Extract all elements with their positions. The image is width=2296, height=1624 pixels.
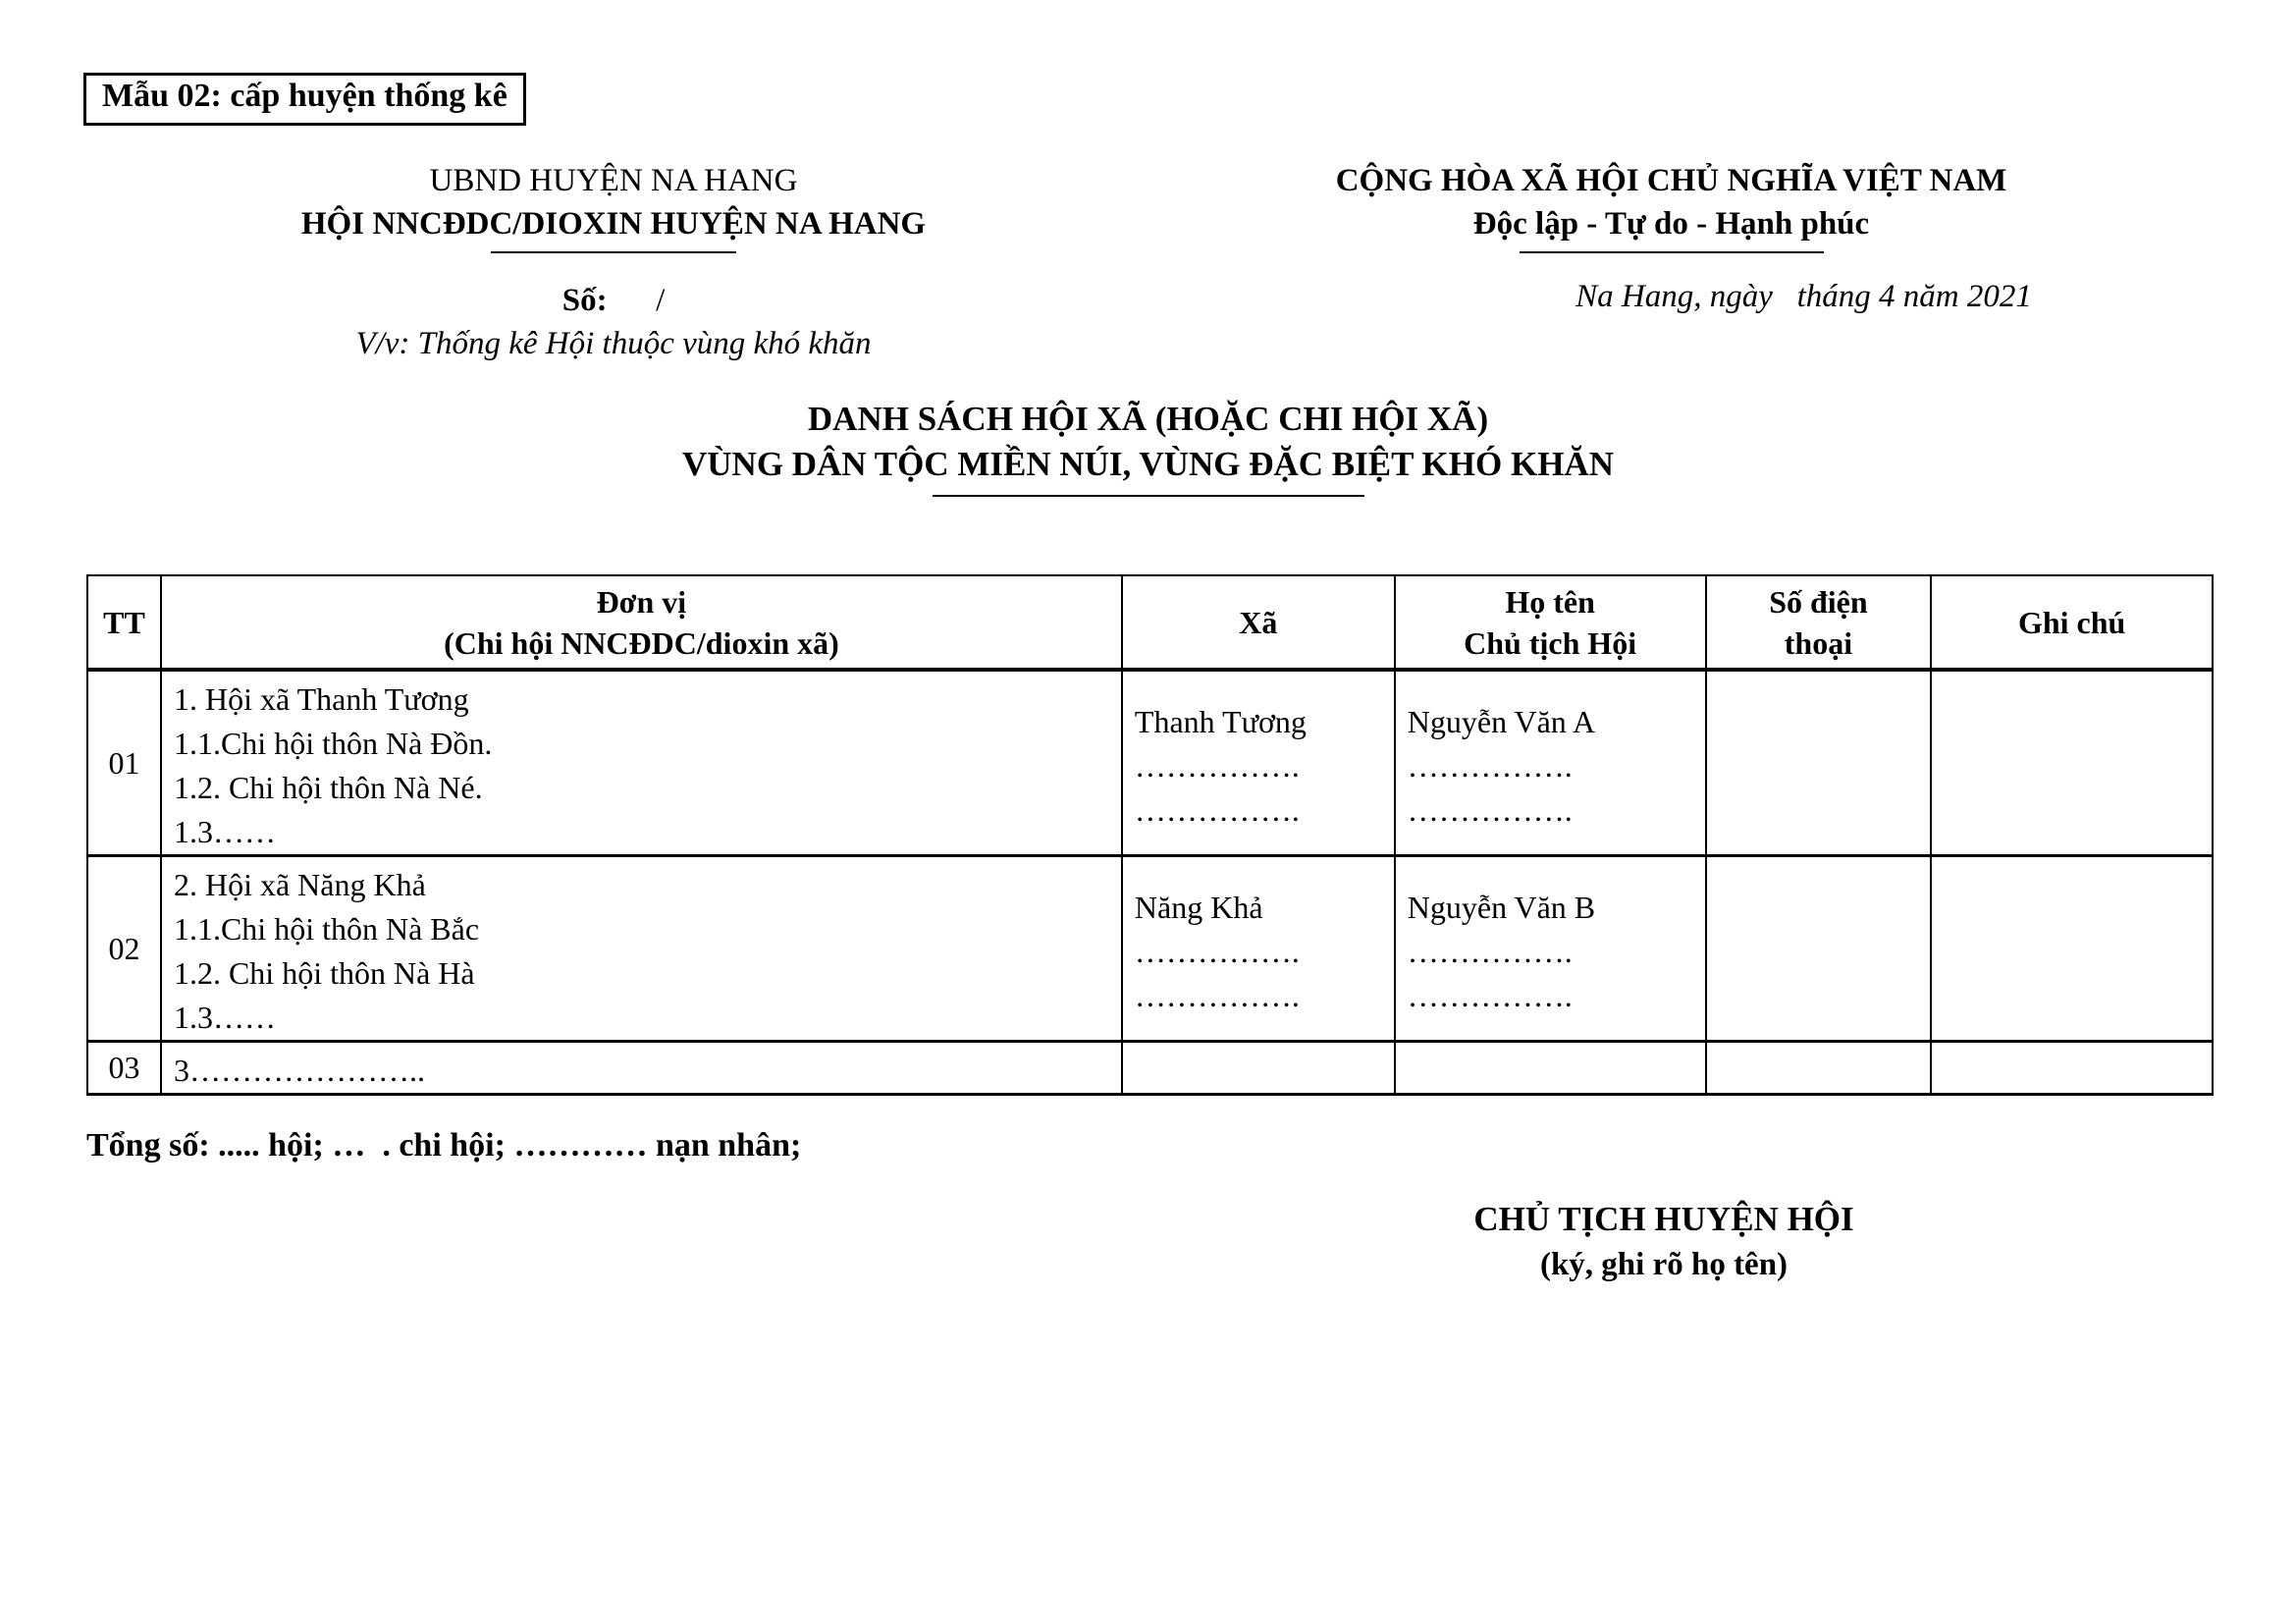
row1-note-cell: [1931, 670, 2213, 856]
row1-commune-line: …………….: [1134, 747, 1300, 784]
row1-commune-cell: [1122, 670, 1395, 856]
row3-unit-cell: 3…………………..: [161, 1042, 1122, 1095]
row2-commune-line: …………….: [1134, 933, 1300, 969]
row1-phone-cell: [1706, 670, 1932, 856]
header-phone-line2: thoại: [1784, 624, 1853, 661]
row1-commune-line: …………….: [1134, 791, 1300, 828]
header-right-block: [1207, 159, 2135, 318]
row2-commune-line: Năng Khả: [1134, 889, 1263, 925]
header-phone-line1: Số điện: [1769, 583, 1868, 620]
row2-unit-line: 2. Hội xã Năng Khả: [173, 867, 426, 902]
signature-title: CHỦ TỊCH HUYỆN HỘI: [1473, 1200, 1854, 1238]
document-title-line2: VÙNG DÂN TỘC MIỀN NÚI, VÙNG ĐẶC BIỆT KHÓ KHĂN: [682, 445, 1614, 483]
row1-unit-line: 1.1.Chi hội thôn Nà Đồn.: [173, 726, 493, 761]
row1-president-line: Nguyễn Văn A: [1407, 703, 1596, 739]
row1-unit-line: 1.3……: [173, 814, 276, 849]
header-tt: TT: [87, 575, 161, 670]
form-tag-label: Mẫu 02: cấp huyện thống kê: [102, 78, 507, 114]
total-summary-line: Tổng số: ..... hội; … . chi hội; ………… nạn nhân;: [86, 1127, 802, 1164]
document-title-block: [0, 397, 2296, 497]
header-commune: Xã: [1122, 575, 1395, 670]
header-president-line1: Họ tên: [1505, 583, 1595, 620]
table-header-row: [87, 575, 2213, 670]
national-motto-line2: Độc lập - Tự do - Hạnh phúc: [1472, 206, 1870, 242]
header-unit-line1: Đơn vị: [596, 583, 687, 620]
row3-commune-cell: [1122, 1042, 1395, 1095]
signature-note: (ký, ghi rõ họ tên): [1539, 1247, 1789, 1282]
row2-phone-cell: [1706, 856, 1932, 1042]
document-title-line1: DANH SÁCH HỘI XÃ (HOẶC CHI HỘI XÃ): [807, 400, 1489, 438]
row3-tt: 03: [87, 1042, 161, 1095]
association-list-table: [86, 574, 2214, 1096]
row1-president-line: …………….: [1407, 791, 1573, 828]
row1-president-line: …………….: [1407, 747, 1573, 784]
header-phone: [1706, 575, 1932, 670]
header-note: Ghi chú: [1931, 575, 2213, 670]
header-president: [1395, 575, 1706, 670]
org-parent-name: UBND HUYỆN NA HANG: [429, 163, 798, 198]
row2-unit-line: 1.2. Chi hội thôn Nà Hà: [173, 955, 475, 991]
number-label: Số:: [561, 283, 608, 318]
row1-tt: 01: [87, 670, 161, 856]
org-name: HỘI NNCĐDC/DIOXIN HUYỆN NA HANG: [300, 206, 927, 242]
row2-commune-cell: [1122, 856, 1395, 1042]
row1-unit-cell: [161, 670, 1122, 856]
row2-president-line: …………….: [1407, 933, 1573, 969]
row2-president-line: …………….: [1407, 977, 1573, 1013]
row2-unit-line: 1.1.Chi hội thôn Nà Bắc: [173, 911, 480, 947]
date-line: Na Hang, ngày tháng 4 năm 2021: [1575, 279, 2032, 314]
national-motto-line1: CỘNG HÒA XÃ HỘI CHỦ NGHĨA VIỆT NAM: [1335, 163, 2007, 198]
row2-tt: 02: [87, 856, 161, 1042]
signature-block: [1325, 1196, 2002, 1288]
title-underline: [933, 495, 1364, 497]
row1-commune-line: Thanh Tương: [1134, 703, 1307, 739]
org-name-underline: [491, 251, 736, 253]
table-row: [87, 670, 2213, 856]
row3-phone-cell: [1706, 1042, 1932, 1095]
subject-line: V/v: Thống kê Hội thuộc vùng khó khăn: [355, 326, 872, 361]
row1-unit-line: 1. Hội xã Thanh Tương: [173, 681, 469, 717]
row1-president-cell: [1395, 670, 1706, 856]
form-tag-box: [83, 73, 526, 126]
header-president-line2: Chủ tịch Hội: [1464, 624, 1637, 661]
table-row: [87, 1042, 2213, 1095]
row2-note-cell: [1931, 856, 2213, 1042]
row2-commune-line: …………….: [1134, 977, 1300, 1013]
header-unit-line2: (Chi hội NNCĐDC/dioxin xã): [444, 624, 839, 661]
row2-unit-line: 1.3……: [173, 1000, 276, 1035]
row1-unit-line: 1.2. Chi hội thôn Nà Né.: [173, 770, 483, 805]
number-value: /: [607, 283, 666, 318]
row2-president-line: Nguyễn Văn B: [1407, 889, 1596, 925]
row3-note-cell: [1931, 1042, 2213, 1095]
table-row: [87, 856, 2213, 1042]
motto-underline: [1520, 251, 1824, 253]
header-unit: [161, 575, 1122, 670]
row2-unit-cell: [161, 856, 1122, 1042]
row2-president-cell: [1395, 856, 1706, 1042]
document-number-line: [147, 279, 1080, 322]
row3-president-cell: [1395, 1042, 1706, 1095]
header-left-block: [147, 159, 1080, 365]
